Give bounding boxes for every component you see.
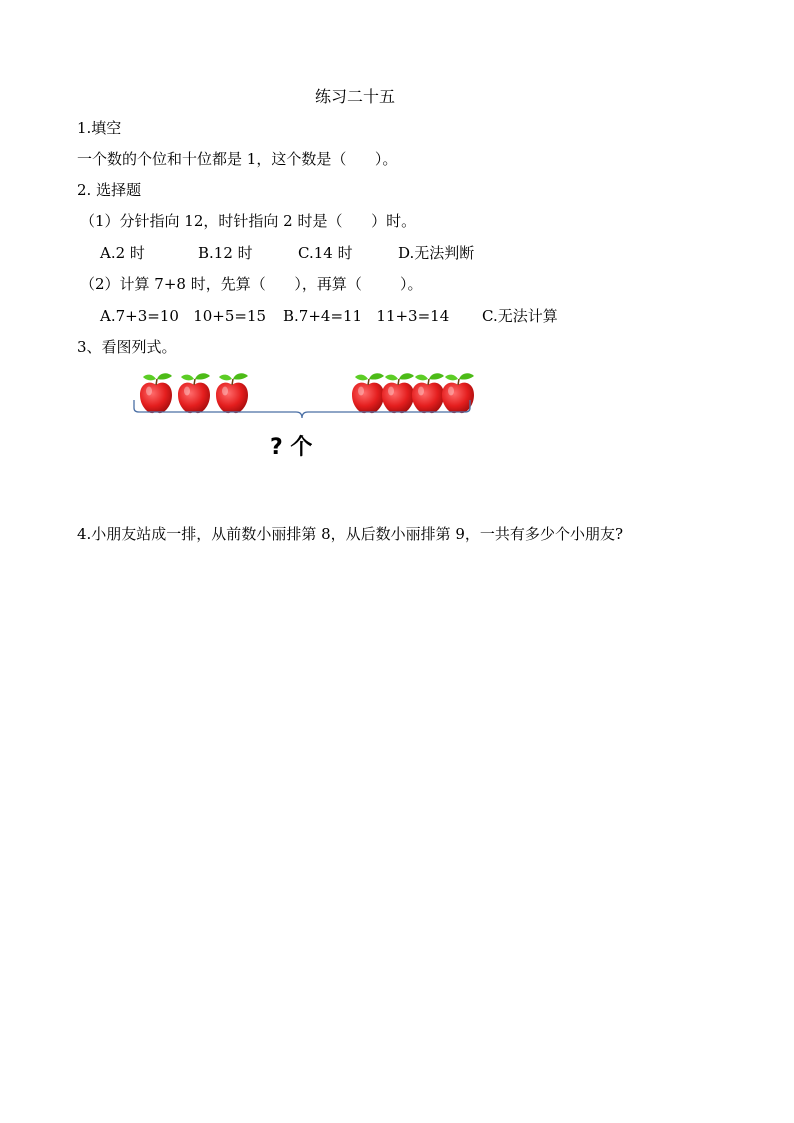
apple-icon <box>140 373 172 413</box>
answer-label: ? 个 <box>270 435 313 460</box>
question-4-text: 4.小朋友站成一排，从前数小丽排第 8，从后数小丽排第 9，一共有多少个小朋友? <box>77 525 623 543</box>
apple-icon <box>382 373 414 413</box>
question-2-1-text: （1）分针指向 12，时针指向 2 时是（ ）时。 <box>80 212 417 230</box>
apple-icon <box>412 373 444 413</box>
question-1-heading: 1.填空 <box>77 119 122 137</box>
option-b: B.12 时 <box>198 244 253 262</box>
question-2-heading: 2. 选择题 <box>77 181 142 199</box>
page-title: 练习二十五 <box>315 87 396 106</box>
apple-icon <box>216 373 248 413</box>
apple-icon <box>178 373 210 413</box>
option-c: C.14 时 <box>298 244 353 262</box>
question-1-text: 一个数的个位和十位都是 1，这个数是（ ）。 <box>77 150 398 168</box>
option-a: A.2 时 <box>100 244 145 262</box>
apple-icon <box>442 373 474 413</box>
apple-icon <box>352 373 384 413</box>
option-d: D.无法判断 <box>398 244 475 262</box>
option-b: B.7+4=11 11+3=14 <box>283 307 450 325</box>
option-a: A.7+3=10 10+5=15 <box>100 307 267 325</box>
option-c: C.无法计算 <box>482 307 558 325</box>
question-2-2-text: （2）计算 7+8 时，先算（ ），再算（ ）。 <box>80 275 423 293</box>
question-3-heading: 3、看图列式。 <box>77 338 177 356</box>
